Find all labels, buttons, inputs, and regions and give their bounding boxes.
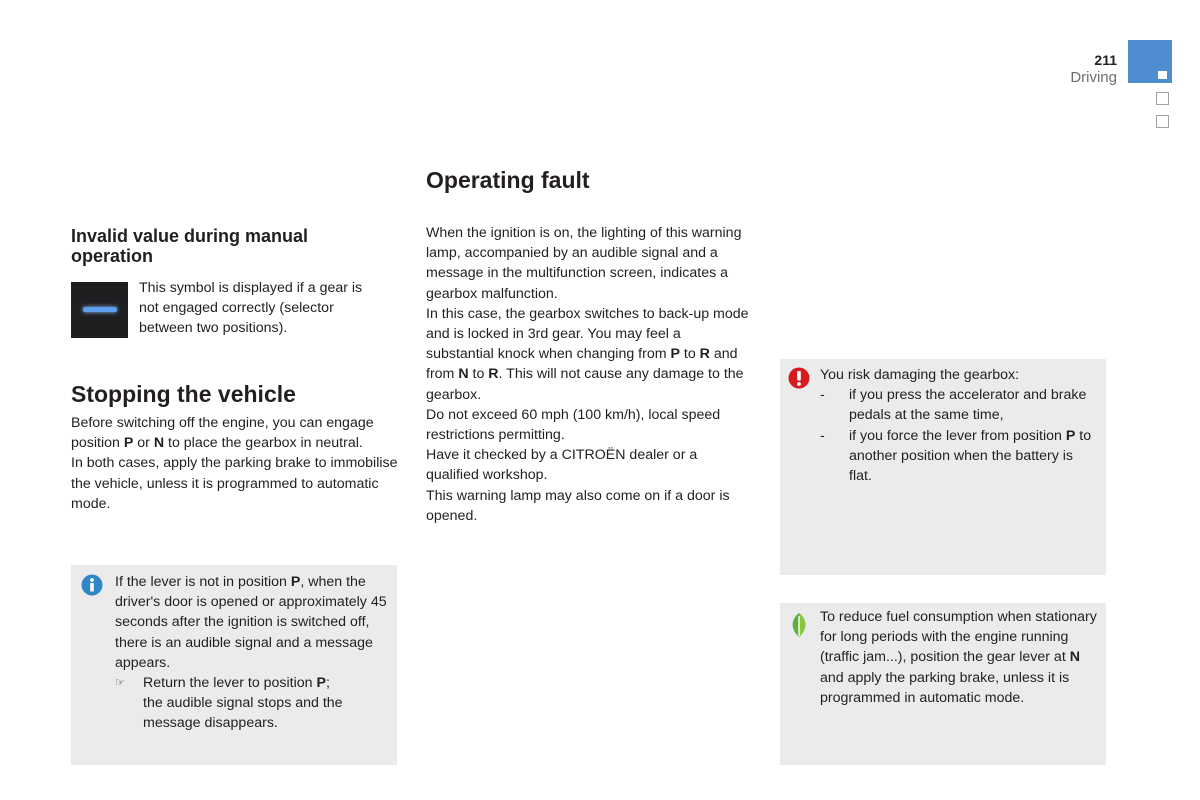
stopping-text: Before switching off the engine, you can engage position P or N to place the gearbox in neutral. In both cases, apply the parking brake to immobilise the vehicle, unless it is programmed to automatic mode. <box>71 415 398 512</box>
info-note-action: ☞ Return the lever to position P; the audible signal stops and the message disappears. <box>115 673 395 734</box>
warning-item: - if you force the lever from position P to another position when the battery is flat. <box>820 427 1092 485</box>
operating-fault-heading: Operating fault <box>426 167 590 193</box>
symbol-description: This symbol is displayed if a gear is not engaged correctly (selector between two positions). <box>139 280 363 337</box>
info-note <box>71 565 397 765</box>
stopping-heading: Stopping the vehicle <box>71 381 296 407</box>
eco-note-text: To reduce fuel consumption when stationary for long periods with the engine running (traffic jam...), position the gear lever at N and apply the parking brake, unless it is programmed in automatic mode. <box>820 609 1097 706</box>
invalid-value-heading: Invalid value during manual operation <box>71 226 309 266</box>
warning-icon <box>788 367 810 389</box>
info-note-text: If the lever is not in position P, when the driver's door is opened or approximately 45 seconds after the ignition is switched off, there is an audible signal and a message appears. <box>115 574 387 671</box>
warning-intro: You risk damaging the gearbox: <box>820 367 1020 383</box>
chapter-box-icon <box>1156 115 1169 128</box>
gear-not-engaged-symbol-icon <box>71 282 128 338</box>
warning-note <box>780 359 1106 575</box>
section-name: Driving <box>1070 69 1117 86</box>
pointing-hand-icon: ☞ <box>115 677 125 690</box>
eco-leaf-icon <box>788 612 810 638</box>
chapter-box-icon <box>1156 92 1169 105</box>
info-icon <box>81 574 103 596</box>
operating-fault-text: When the ignition is on, the lighting of this warning lamp, accompanied by an audible signal and a message in the multifunction screen, indicates a gearbox malfunction. In this case, the gearbox switches to back-up mode and is locked in 3rd gear. You may feel a substantial knock when changing from P to R and from N to R. This will not cause any damage to the gearbox. Do not exceed 60 mph (100 km/h), local speed restrictions permitting. Have it checked by a CITROËN dealer or a qualified workshop. This warning lamp may also come on if a door is opened. <box>426 225 749 524</box>
warning-item: - if you press the accelerator and brake pedals at the same time, <box>820 387 1087 424</box>
eco-note <box>780 603 1106 765</box>
chapter-tab-marker <box>1158 71 1167 79</box>
page-number: 211 <box>1094 52 1117 68</box>
